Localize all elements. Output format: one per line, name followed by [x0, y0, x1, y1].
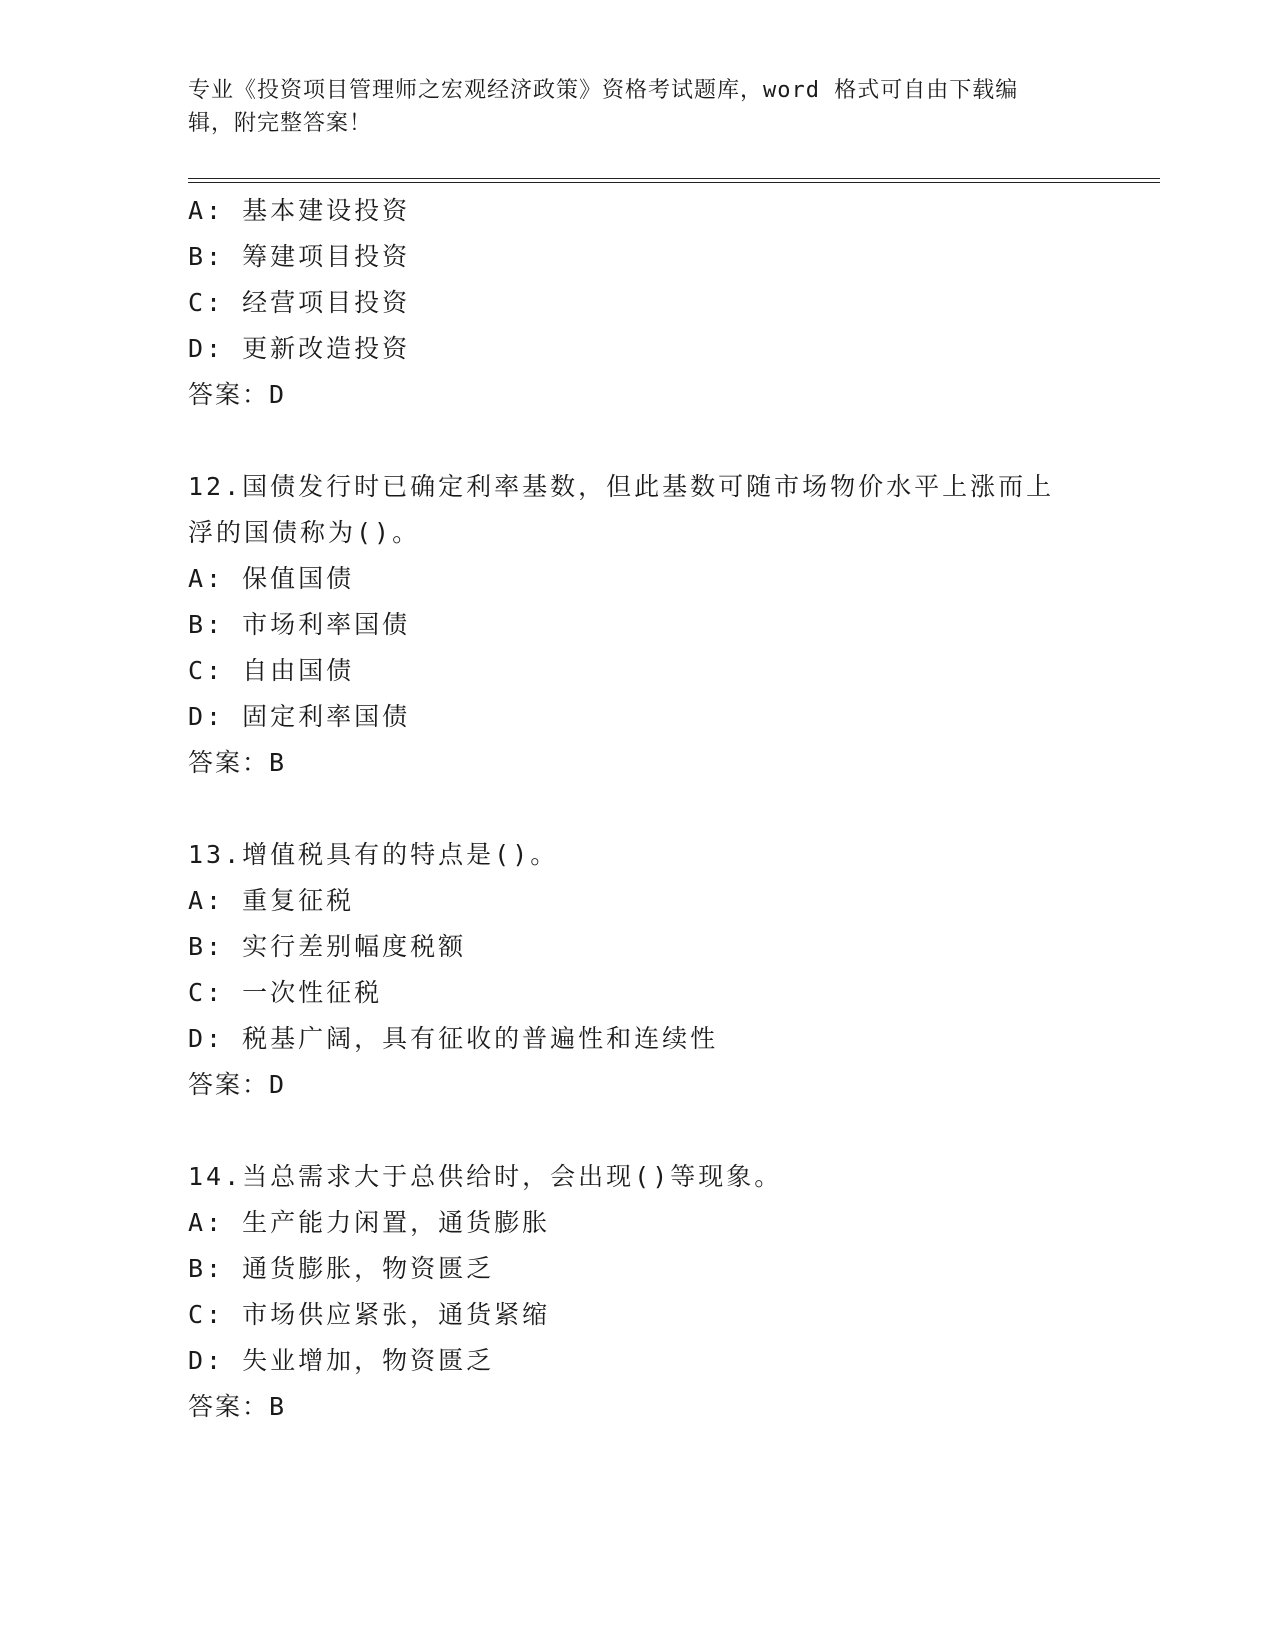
- option-c: C: 经营项目投资: [188, 288, 411, 317]
- question-stem: 14.当总需求大于总供给时，会出现()等现象。: [188, 1162, 783, 1191]
- option-a: A: 重复征税: [188, 886, 355, 915]
- option-b: B: 实行差别幅度税额: [188, 932, 467, 961]
- header-divider: [188, 178, 1160, 183]
- option-a: A: 生产能力闲置，通货膨胀: [188, 1208, 551, 1237]
- question-list: [188, 188, 1088, 1430]
- answer: 答案：B: [188, 748, 287, 777]
- answer: 答案：D: [188, 1070, 287, 1099]
- option-d: D: 更新改造投资: [188, 334, 411, 363]
- option-d: D: 税基广阔，具有征收的普遍性和连续性: [188, 1024, 719, 1053]
- question-stem: 13.增值税具有的特点是()。: [188, 840, 559, 869]
- spacer: [188, 418, 1088, 464]
- option-c: C: 市场供应紧张，通货紧缩: [188, 1300, 551, 1329]
- spacer: [188, 1108, 1088, 1154]
- option-b: B: 市场利率国债: [188, 610, 411, 639]
- option-a: A: 保值国债: [188, 564, 355, 593]
- answer: 答案：B: [188, 1392, 287, 1421]
- question-14: [188, 1154, 1088, 1430]
- question-11: [188, 188, 1088, 418]
- option-c: C: 一次性征税: [188, 978, 383, 1007]
- header-line-1: 专业《投资项目管理师之宏观经济政策》资格考试题库，word 格式可自由下载编: [188, 78, 1019, 103]
- spacer: [188, 786, 1088, 832]
- question-stem: 12.国债发行时已确定利率基数，但此基数可随市场物价水平上涨而上: [188, 472, 1055, 501]
- header-line-2: 辑，附完整答案！: [188, 111, 373, 136]
- question-12: [188, 464, 1088, 786]
- document-header: [188, 74, 1068, 140]
- option-d: D: 固定利率国债: [188, 702, 411, 731]
- option-a: A: 基本建设投资: [188, 196, 411, 225]
- option-b: B: 通货膨胀，物资匮乏: [188, 1254, 495, 1283]
- option-b: B: 筹建项目投资: [188, 242, 411, 271]
- option-c: C: 自由国债: [188, 656, 355, 685]
- question-13: [188, 832, 1088, 1108]
- option-d: D: 失业增加，物资匮乏: [188, 1346, 495, 1375]
- question-stem-continued: 浮的国债称为()。: [188, 518, 421, 547]
- answer: 答案：D: [188, 380, 287, 409]
